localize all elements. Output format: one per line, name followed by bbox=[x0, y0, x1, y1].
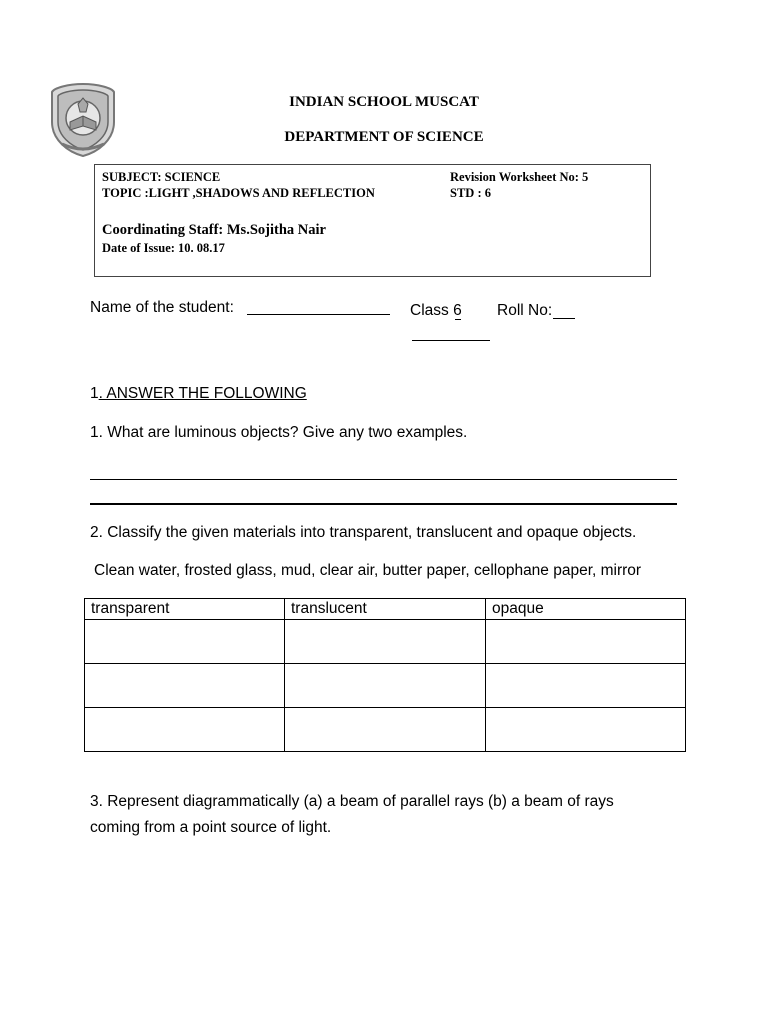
table-header-row bbox=[85, 599, 686, 620]
materials-list: Clean water, frosted glass, mud, clear air, butter paper, cellophane paper, mirror bbox=[94, 562, 642, 579]
question-3-line-1: 3. Represent diagrammatically (a) a beam of parallel rays (b) a beam of rays bbox=[90, 793, 614, 810]
table-cell[interactable] bbox=[85, 708, 285, 752]
table-cell[interactable] bbox=[285, 664, 486, 708]
student-name-field[interactable] bbox=[247, 314, 390, 315]
table-cell[interactable] bbox=[486, 664, 686, 708]
header-transparent: transparent bbox=[85, 599, 285, 620]
worksheet-info-box bbox=[94, 164, 651, 277]
section-title: . ANSWER THE FOLLOWING bbox=[98, 385, 307, 402]
question-1: 1. What are luminous objects? Give any two examples. bbox=[90, 424, 468, 441]
topic-text: TOPIC :LIGHT ,SHADOWS AND REFLECTION bbox=[102, 186, 375, 200]
table-cell[interactable] bbox=[486, 620, 686, 664]
std-text: STD : 6 bbox=[450, 186, 491, 200]
table-cell[interactable] bbox=[285, 708, 486, 752]
table-row bbox=[85, 664, 686, 708]
classification-table bbox=[84, 598, 686, 752]
table-cell[interactable] bbox=[486, 708, 686, 752]
class-underline bbox=[455, 319, 461, 320]
answer-line-2[interactable] bbox=[90, 503, 677, 505]
table-cell[interactable] bbox=[85, 664, 285, 708]
header-opaque: opaque bbox=[486, 599, 686, 620]
roll-number-field[interactable] bbox=[553, 318, 575, 319]
class-label: Class 6 bbox=[410, 302, 462, 319]
table-cell[interactable] bbox=[85, 620, 285, 664]
table-row bbox=[85, 708, 686, 752]
department-name: DEPARTMENT OF SCIENCE bbox=[284, 129, 484, 145]
worksheet-number: Revision Worksheet No: 5 bbox=[450, 170, 589, 184]
school-name: INDIAN SCHOOL MUSCAT bbox=[289, 94, 479, 110]
student-name-label: Name of the student: bbox=[90, 299, 234, 316]
class-field[interactable] bbox=[412, 340, 490, 341]
roll-number-label: Roll No: bbox=[497, 302, 553, 319]
header-translucent: translucent bbox=[285, 599, 486, 620]
date-of-issue: Date of Issue: 10. 08.17 bbox=[102, 241, 225, 255]
question-2: 2. Classify the given materials into transparent, translucent and opaque objects. bbox=[90, 524, 637, 541]
question-3-line-2: coming from a point source of light. bbox=[90, 819, 332, 836]
coordinating-staff: Coordinating Staff: Ms.Sojitha Nair bbox=[102, 222, 326, 238]
subject-text: SUBJECT: SCIENCE bbox=[102, 170, 221, 184]
table-cell[interactable] bbox=[285, 620, 486, 664]
table-row bbox=[85, 620, 686, 664]
section-number: 1 bbox=[90, 385, 99, 402]
answer-line-1[interactable] bbox=[90, 479, 677, 480]
section-heading bbox=[90, 385, 307, 403]
